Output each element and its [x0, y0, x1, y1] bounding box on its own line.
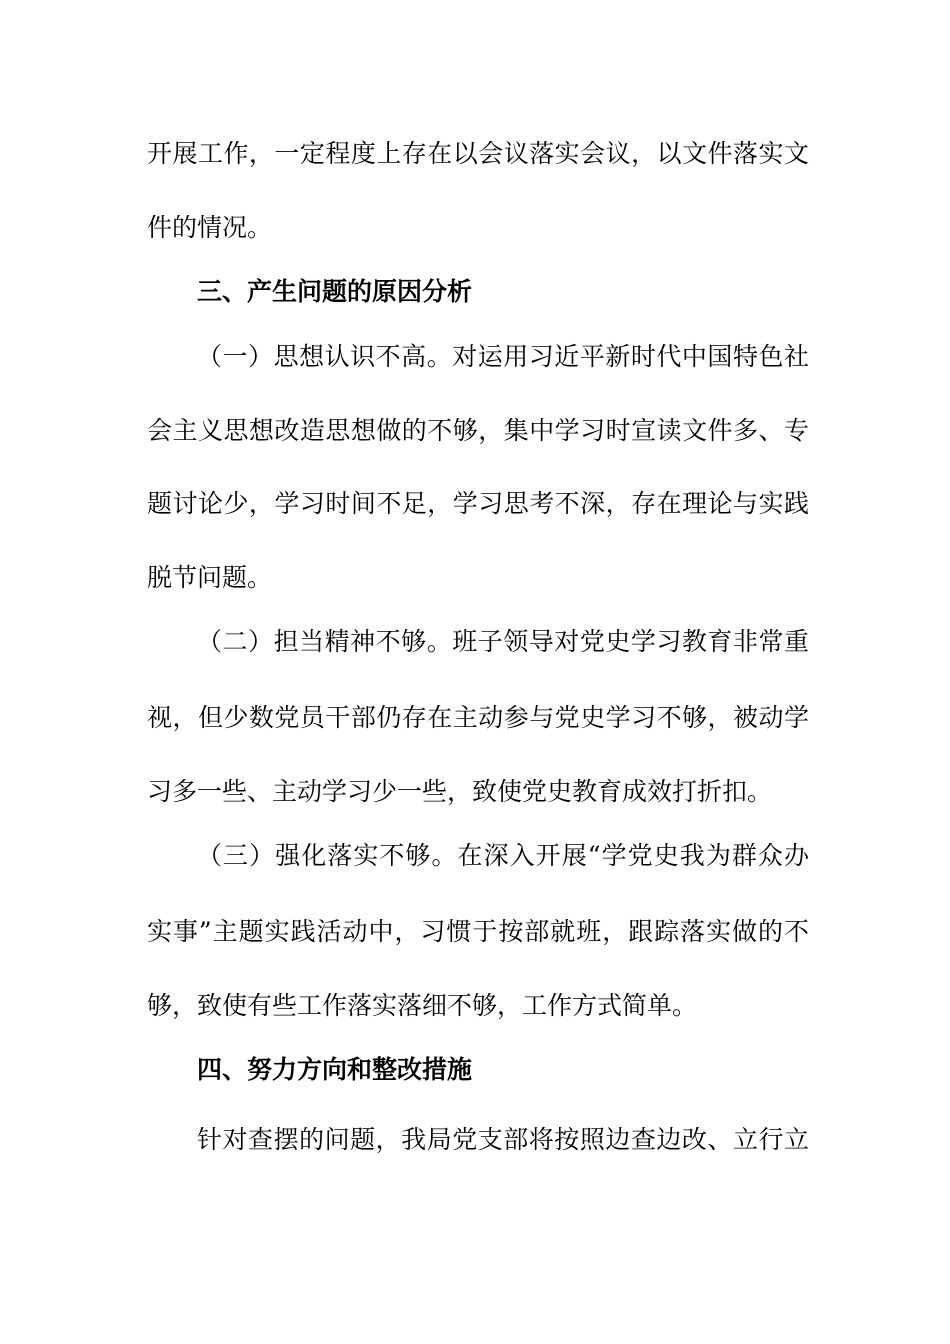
paragraph-first-line: （二）担当精神不够。班子领导对党史学习教育非常重	[197, 627, 809, 656]
body-text-line: 题讨论少，学习时间不足，学习思考不深，存在理论与实践	[147, 489, 809, 518]
body-text-line: 视，但少数党员干部仍存在主动参与党史学习不够，被动学	[147, 703, 809, 732]
body-text-line: 习多一些、主动学习少一些，致使党史教育成效打折扣。	[147, 777, 773, 806]
paragraph-first-line: （三）强化落实不够。在深入开展“学党史我为群众办	[197, 841, 809, 870]
body-text-line: 会主义思想改造思想做的不够，集中学习时宣读文件多、专	[147, 416, 809, 445]
body-text-line: 件的情况。	[147, 213, 273, 242]
section-heading: 四、努力方向和整改措施	[197, 1055, 473, 1084]
paragraph-first-line: （一）思想认识不高。对运用习近平新时代中国特色社	[197, 342, 809, 371]
section-heading: 三、产生问题的原因分析	[197, 277, 473, 306]
body-text-line: 实事”主题实践活动中，习惯于按部就班，跟踪落实做的不	[147, 917, 809, 946]
body-text-line: 够，致使有些工作落实落细不够，工作方式简单。	[147, 991, 698, 1020]
body-text-line: 脱节问题。	[147, 563, 273, 592]
body-text-line: 开展工作，一定程度上存在以会议落实会议，以文件落实文	[147, 139, 809, 168]
paragraph-first-line: 针对查摆的问题，我局党支部将按照边查边改、立行立	[197, 1125, 809, 1154]
